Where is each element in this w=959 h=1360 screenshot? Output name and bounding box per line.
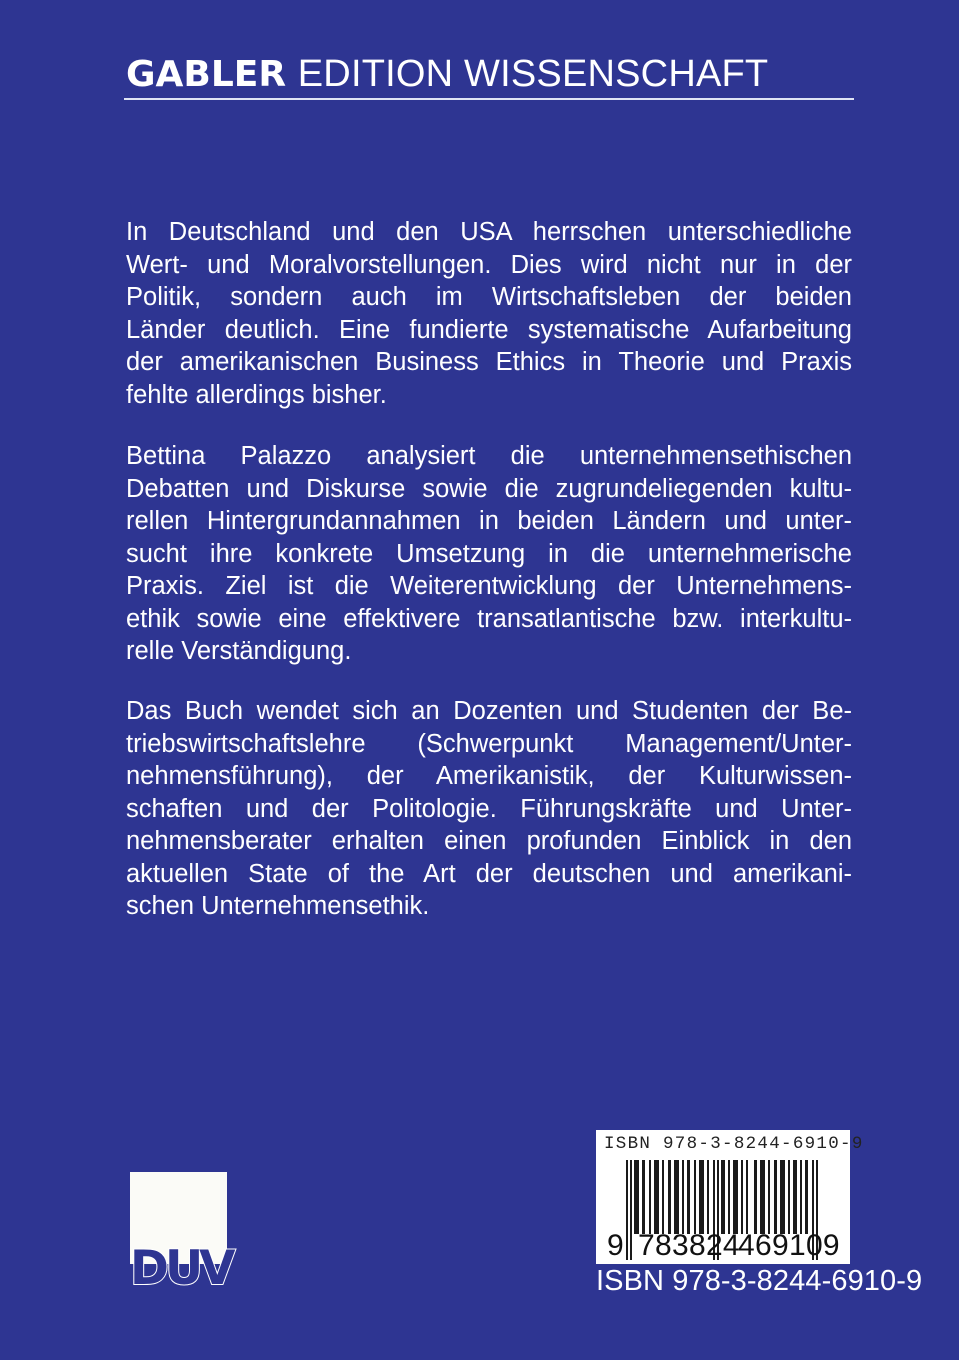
blurb-paragraph-2 bbox=[126, 440, 852, 668]
isbn-text: ISBN 978-3-8244-6910-9 bbox=[596, 1265, 923, 1297]
blurb-line: relle Verständigung. bbox=[126, 637, 352, 665]
series-title-light: EDITION WISSENSCHAFT bbox=[297, 53, 769, 95]
blurb-line: rellen Hintergrundannahmen in beiden Ländern und unter- bbox=[126, 507, 852, 535]
blurb-line: fehlte allerdings bisher. bbox=[126, 380, 387, 409]
logo-text: DUV bbox=[130, 1241, 232, 1296]
blurb-line: Praxis. Ziel ist die Weiterentwicklung der Unternehmens- bbox=[126, 572, 852, 600]
blurb-line: Länder deutlich. Eine fundierte systematische Aufarbeitung bbox=[126, 315, 852, 344]
blurb-line: der amerikanischen Business Ethics in Theorie und Praxis bbox=[126, 348, 852, 376]
header-rule bbox=[124, 98, 854, 100]
blurb-line: nehmensberater erhalten einen profunden Einblick in den bbox=[126, 827, 852, 855]
blurb-line: In Deutschland und den USA herrschen unterschiedliche bbox=[126, 218, 852, 246]
blurb-line: ethik sowie eine effektivere transatlantische bzw. interkultu- bbox=[126, 604, 852, 633]
barcode-digits-right: 469109 bbox=[738, 1229, 840, 1262]
blurb-line: Das Buch wendet sich an Dozenten und Studenten der Be- bbox=[126, 697, 852, 725]
barcode-isbn-label: ISBN 978-3-8244-6910-9 bbox=[604, 1134, 864, 1154]
blurb-line: Wert- und Moralvorstellungen. Dies wird nicht nur in der bbox=[126, 250, 852, 279]
blurb-line: nehmensführung), der Amerikanistik, der Kulturwissen- bbox=[126, 762, 852, 790]
series-title bbox=[126, 52, 768, 97]
barcode bbox=[596, 1130, 864, 1264]
publisher-logo bbox=[130, 1172, 234, 1294]
blurb-line: schen Unternehmensethik. bbox=[126, 892, 430, 920]
barcode-digits bbox=[596, 1230, 850, 1264]
barcode-digit-first: 9 bbox=[607, 1229, 624, 1262]
blurb-line: triebswirtschaftslehre (Schwerpunkt Management/Unter- bbox=[126, 729, 852, 758]
blurb-line: Bettina Palazzo analysiert die unternehmensethischen bbox=[126, 442, 852, 470]
blurb-line: sucht ihre konkrete Umsetzung in die unternehmerische bbox=[126, 539, 852, 568]
blurb-paragraph-3 bbox=[126, 695, 852, 923]
blurb-line: aktuellen State of the Art der deutschen und amerikani- bbox=[126, 859, 852, 888]
blurb-line: Politik, sondern auch im Wirtschaftsleben der beiden bbox=[126, 283, 852, 311]
blurb-line: schaften und der Politologie. Führungskräfte und Unter- bbox=[126, 794, 852, 823]
blurb-paragraph-1 bbox=[126, 216, 852, 411]
barcode-digits-left: 783824 bbox=[638, 1229, 740, 1262]
series-title-bold: GABLER bbox=[126, 54, 287, 95]
blurb-line: Debatten und Diskurse sowie die zugrundeliegenden kultu- bbox=[126, 474, 852, 503]
